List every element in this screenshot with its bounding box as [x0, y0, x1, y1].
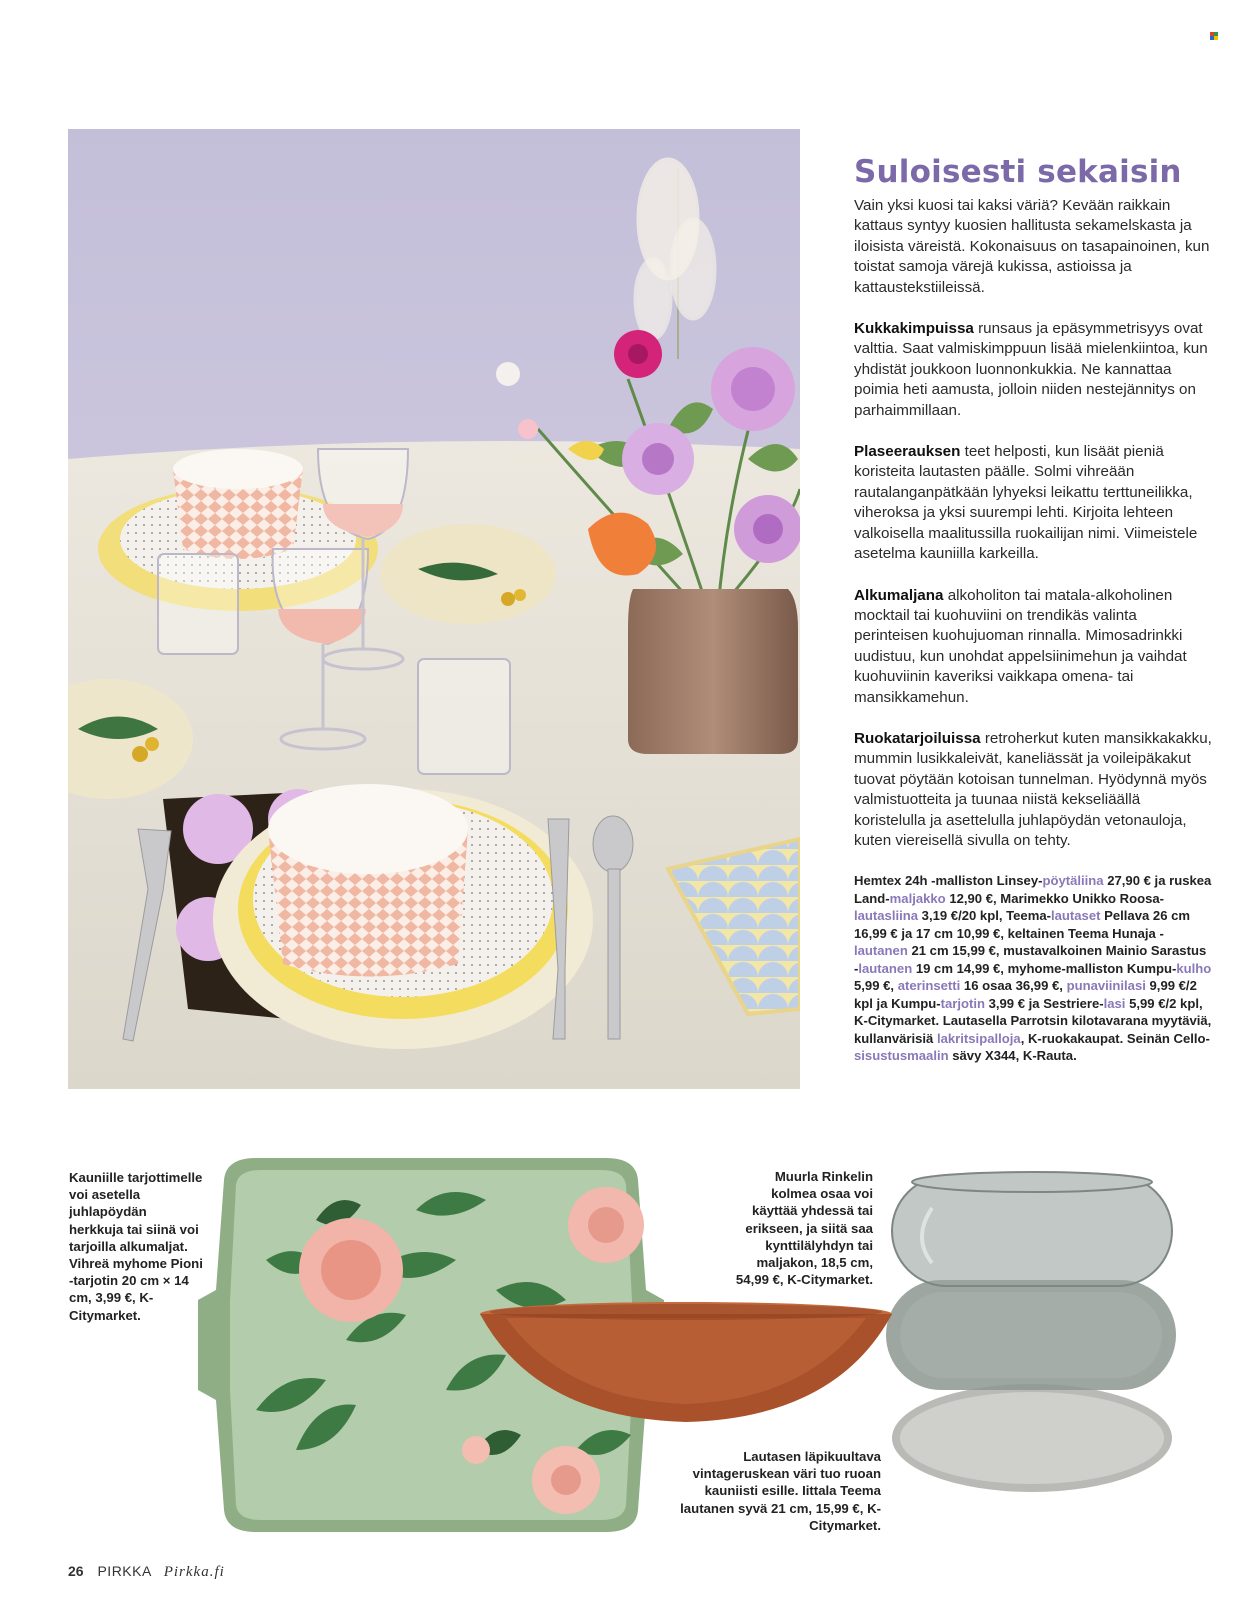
- credit-product-word: pöytäliina: [1042, 873, 1104, 889]
- credit-text: Pellava 26 cm 16,99 € ja 17 cm 10,99 €, keltainen Teema Hunaja -: [854, 908, 1191, 941]
- product-credits: [854, 872, 1214, 1065]
- credit-product-word: lakritsipalloja: [936, 1030, 1021, 1046]
- credit-product-word: maljakko: [889, 890, 946, 906]
- article: [854, 152, 1214, 1065]
- section-flowers-text: runsaus ja epäsymmetrisyys ovat valttia. Saat valmiskimppuun lisää mielenkiintoa, kun yhdistät joukkoon luonnonkukkia. Ne kannattaa poimia heti aamusta, jolloin niiden nestejännitys on parhaimmillaan.: [854, 320, 1208, 419]
- credit-product-word: tarjotin: [940, 995, 985, 1011]
- section-place-cards-lead: Plaseerauksen: [854, 443, 961, 461]
- credit-text: 16 osaa 36,99 €,: [960, 978, 1067, 994]
- section-place-cards: [854, 442, 1214, 564]
- section-food-serving-text: retroherkut kuten mansikkakakku, mummin lusikkaleivät, kaneliässät ja voileipäkakut tuovat pöytään kotoisan tunnelman. Hyödynnä myös valmistuotteita ja tuunaa niistä kekseliäällä koristelulla ja asettelulla juhlapöydän vetonauloja, kuten viereisellä sivulla on tehty.: [854, 729, 1212, 849]
- teema-deep-plate-image: [476, 1300, 896, 1426]
- page-number: 26: [68, 1563, 84, 1579]
- credit-product-word: lautaset: [1051, 908, 1101, 924]
- section-aperitif: [854, 586, 1214, 708]
- muurla-rinkeli-vase-image: [872, 1168, 1176, 1492]
- credit-text: sävy X344, K-Rauta.: [948, 1048, 1077, 1064]
- credit-text: Hemtex 24h -malliston Linsey-: [854, 873, 1043, 889]
- article-intro: Vain yksi kuosi tai kaksi väriä? Kevään raikkain kattaus syntyy kuosien hallitusta sekamelskasta ja iloisista väreistä. Kokonaisuus on tasapainoinen, kun toistat samoja värejä kukissa, astioissa ja kattaustekstiileissä.: [854, 197, 1210, 296]
- credit-product-word: lasi: [1103, 995, 1126, 1011]
- section-food-serving-lead: Ruokatarjoiluissa: [854, 729, 981, 747]
- credit-product-word: lautasliina: [854, 908, 919, 924]
- magazine-brand: PIRKKA: [97, 1563, 152, 1579]
- article-title: Suloisesti sekaisin: [854, 154, 1182, 190]
- credit-product-word: punaviinilasi: [1066, 978, 1146, 994]
- section-flowers-lead: Kukkakimpuissa: [854, 320, 974, 338]
- credit-product-word: aterinsetti: [897, 978, 961, 994]
- bowl-caption: Lautasen läpikuultava vintageruskean väri tuo ruoan kauniisti esille. Iittala Teema lautanen syvä 21 cm, 15,99 €, K-Citymarket.: [680, 1449, 881, 1533]
- credit-text: , K-ruokakaupat. Seinän Cello-: [1020, 1030, 1210, 1046]
- section-aperitif-lead: Alkumaljana: [854, 586, 944, 604]
- section-place-cards-text: teet helposti, kun lisäät pieniä koristeita lautasten päälle. Solmi vihreään rautalanganpätkään lyhyeksi leikattu terttuneilikka, viheroksa ja yksi suurempi lehti. Kirjoita lehteen valkoisella maalitussilla ruokailijan nimi. Viimeistele asetelma kauniilla karkeilla.: [854, 443, 1198, 563]
- section-aperitif-text: alkoholiton tai matala-alkoholinen mocktail tai kuohuviini on trendikäs valinta perinteisen kuohujuoman rinnalla. Mimosadrinkki uudistuu, kun unohdat appelsiinimehun ja vaihdat kuohuviinin kaveriksi vaikkapa omena- tai mansikkamehun.: [854, 586, 1187, 706]
- credit-text: 27,90 € ja ruskea Land-: [854, 873, 1212, 906]
- credit-text: 19 cm 14,99 €, myhome-malliston Kumpu-: [912, 960, 1177, 976]
- credit-text: 21 cm 15,99 €, mustavalkoinen Mainio Sarastus -: [854, 943, 1207, 976]
- section-food-serving: [854, 729, 1214, 851]
- corner-logo-icon: [1210, 32, 1218, 40]
- muurla-caption: Muurla Rinkelin kolmea osaa voi käyttää yhdessä tai erikseen, ja siitä saa kynttilälyhdyn tai maljakon, 18,5 cm, 54,99 €, K-Citymarket.: [735, 1169, 873, 1288]
- credit-text: 3,19 €/20 kpl, Teema-: [918, 908, 1051, 924]
- credit-text: 3,99 € ja Sestriere-: [984, 995, 1104, 1011]
- credit-product-word: sisustusmaalin: [854, 1048, 949, 1064]
- credit-product-word: lautanen: [854, 943, 908, 959]
- table-setting-photo: [68, 129, 800, 1089]
- credit-product-word: kulho: [1176, 960, 1212, 976]
- section-flowers: [854, 319, 1214, 421]
- credit-text: 5,99 €/2 kpl, K-Citymarket. Lautasella Parrotsin kilotavarana myytäviä, kullanvärisiä: [854, 995, 1212, 1046]
- website-link[interactable]: Pirkka.fi: [163, 1564, 225, 1580]
- page-footer: [68, 1563, 225, 1581]
- credit-text: 5,99 €,: [854, 978, 898, 994]
- credit-text: 12,90 €, Marimekko Unikko Roosa-: [945, 890, 1165, 906]
- credit-product-word: lautanen: [858, 960, 913, 976]
- credit-text: 9,99 €/2 kpl ja Kumpu-: [854, 978, 1197, 1011]
- tray-caption: Kauniille tarjottimelle voi asetella juhlapöydän herkkuja tai siinä voi tarjoilla alkumaljat. Vihreä myhome Pioni -tarjotin 20 cm × 14 cm, 3,99 €, K-Citymarket.: [69, 1170, 203, 1323]
